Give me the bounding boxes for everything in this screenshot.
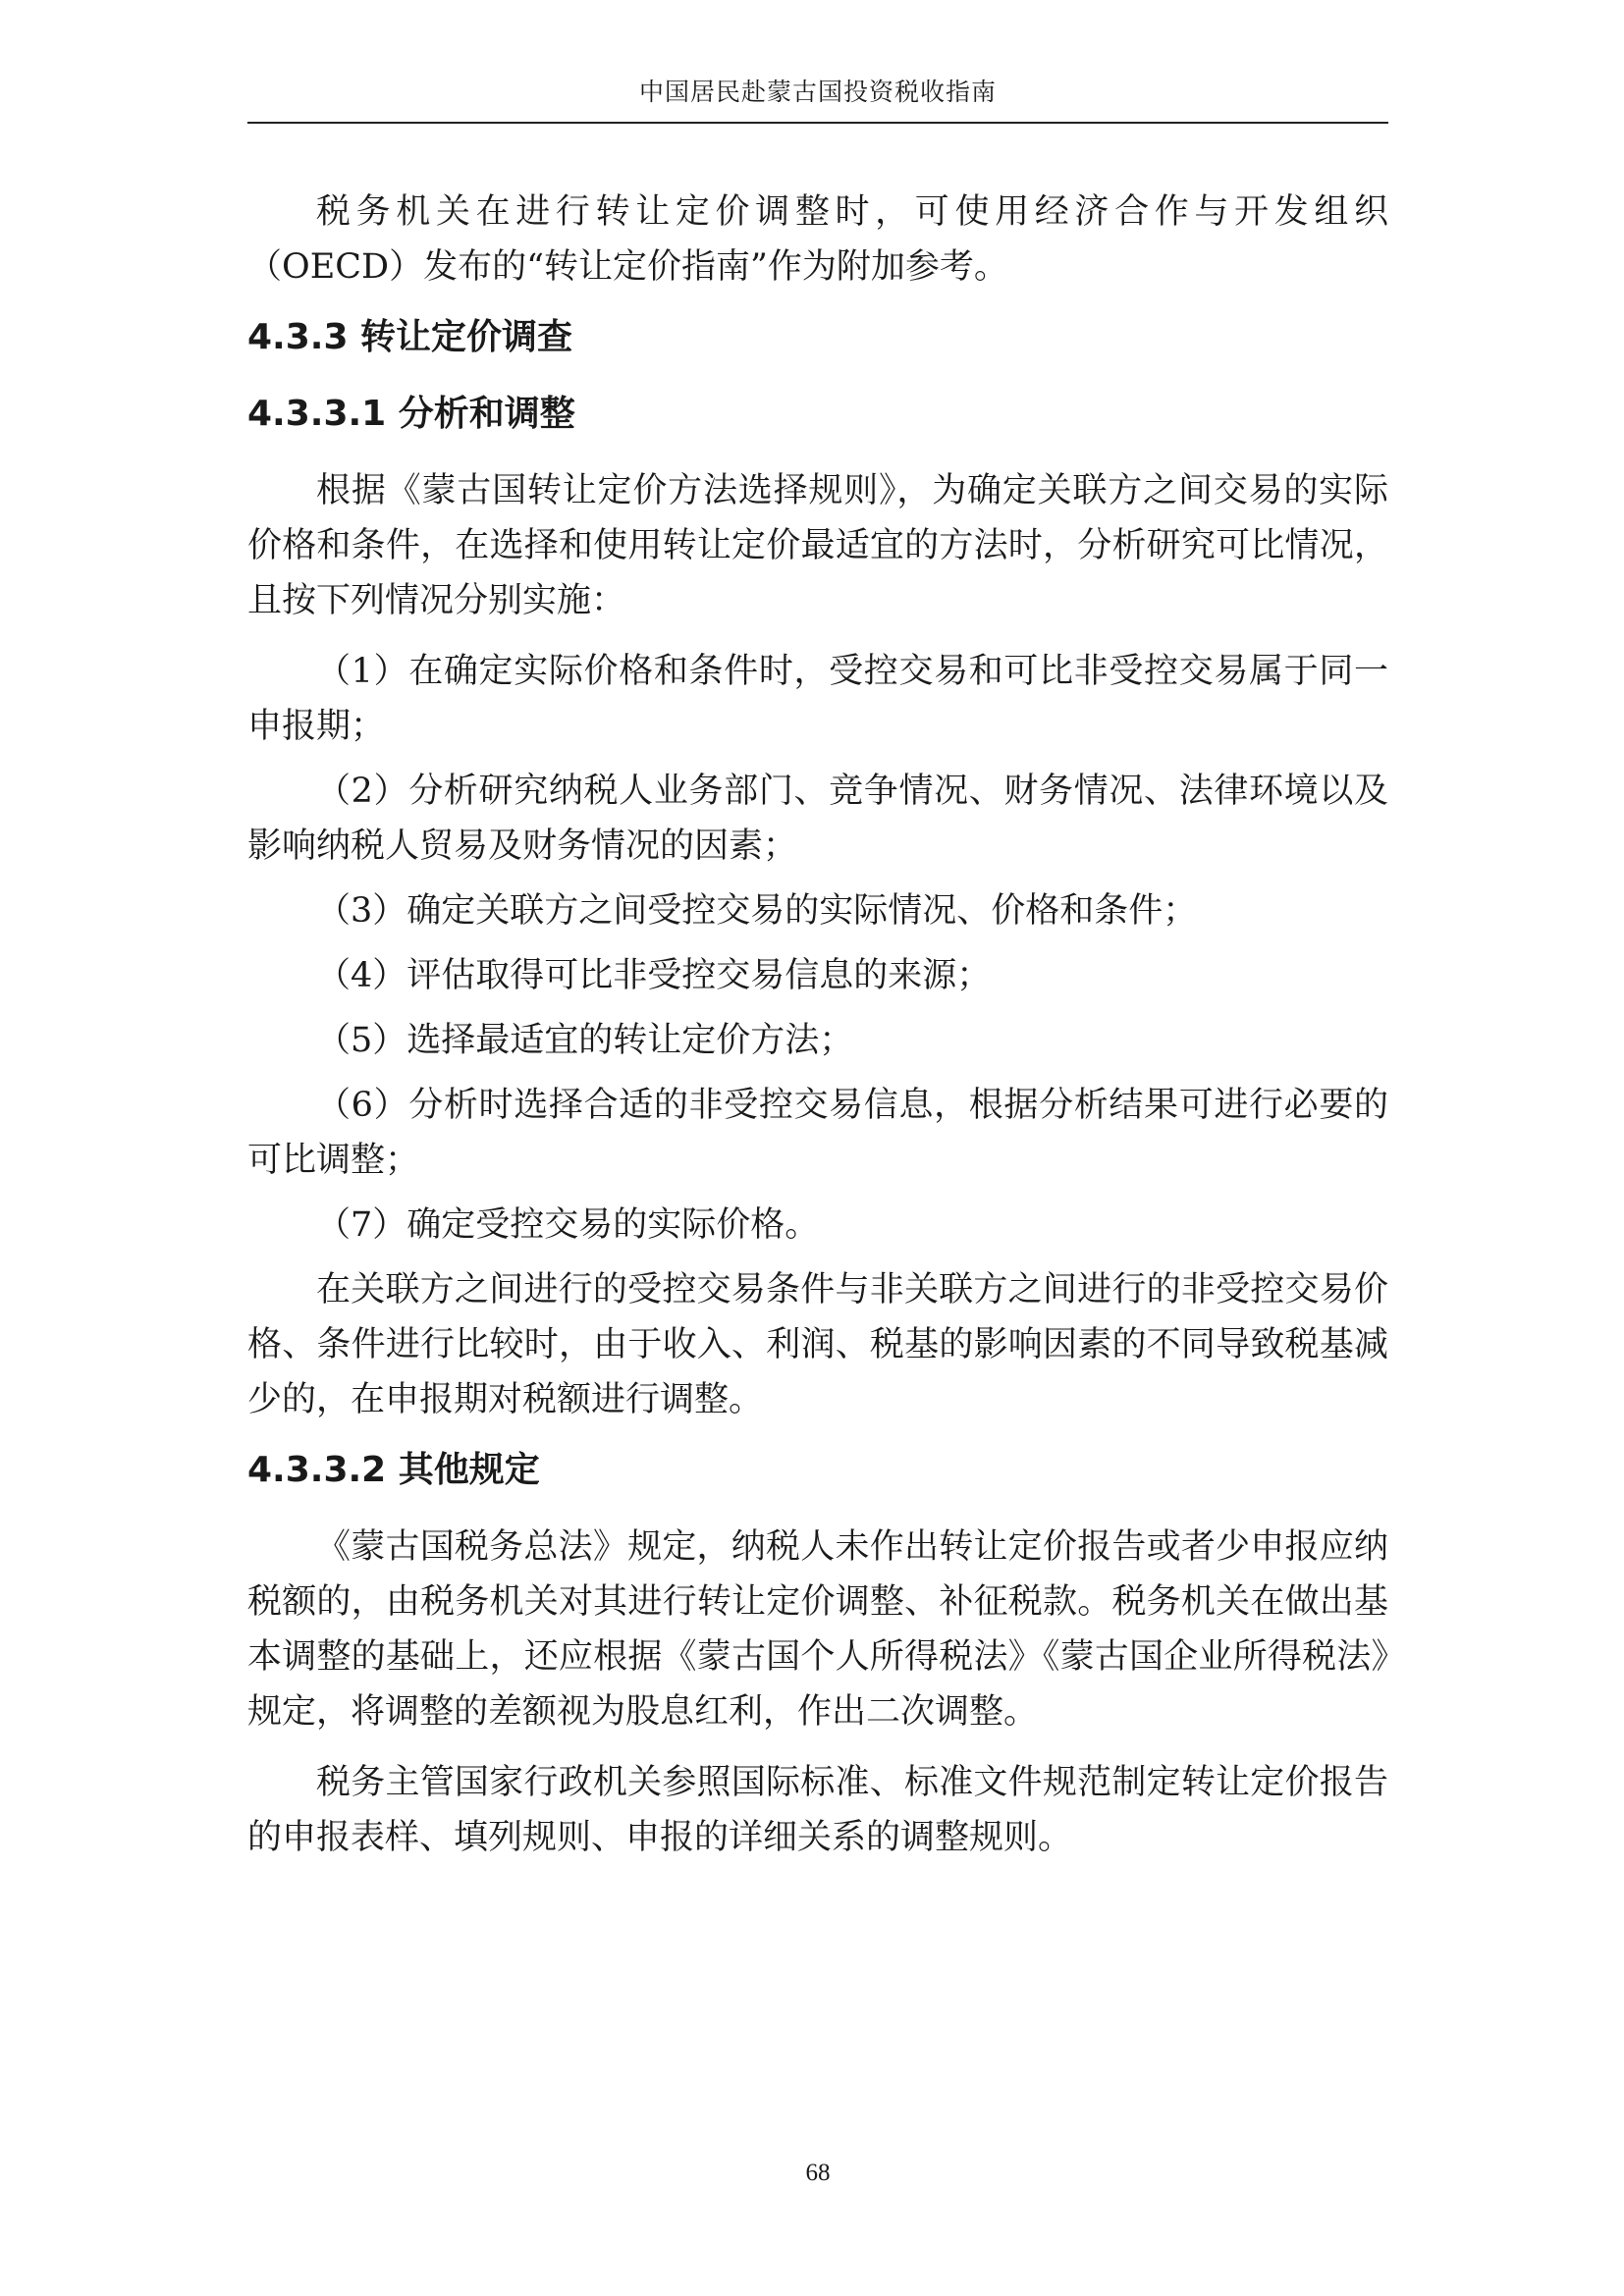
page-content: [247, 185, 1388, 1881]
page-header-title: 中国居民赴蒙古国投资税收指南: [638, 78, 997, 106]
rules-paragraph: 根据《蒙古国转让定价方法选择规则》，为确定关联方之间交易的实际价格和条件，在选择和使用转让定价最适宜的方法时，分析研究可比情况，且按下列情况分别实施：: [247, 471, 1388, 620]
list-item: （4）评估取得可比非受控交易信息的来源；: [316, 956, 992, 995]
intro-paragraph: 税务机关在进行转让定价调整时，可使用经济合作与开发组织（OECD）发布的“转让定价指南”作为附加参考。: [247, 192, 1388, 287]
list-item: （1）在确定实际价格和条件时，受控交易和可比非受控交易属于同一申报期；: [247, 652, 1388, 746]
list-item: （6）分析时选择合适的非受控交易信息，根据分析结果可进行必要的可比调整；: [247, 1086, 1388, 1180]
section-heading-4-3-3: 4.3.3 转让定价调查: [247, 317, 573, 357]
authority-paragraph: 税务主管国家行政机关参照国际标准、标准文件规范制定转让定价报告的申报表样、填列规则、申报的详细关系的调整规则。: [247, 1763, 1388, 1857]
list-item: （7）确定受控交易的实际价格。: [316, 1205, 820, 1245]
list-item: （3）确定关联方之间受控交易的实际情况、价格和条件；: [316, 891, 1198, 931]
comparison-paragraph: 在关联方之间进行的受控交易条件与非关联方之间进行的非受控交易价格、条件进行比较时，由于收入、利润、税基的影响因素的不同导致税基减少的，在申报期对税额进行调整。: [247, 1270, 1388, 1419]
section-heading-4-3-3-2: 4.3.3.2 其他规定: [247, 1450, 540, 1490]
list-item: （5）选择最适宜的转让定价方法；: [316, 1021, 854, 1060]
tax-law-paragraph: 《蒙古国税务总法》规定，纳税人未作出转让定价报告或者少申报应纳税额的，由税务机关对其进行转让定价调整、补征税款。税务机关在做出基本调整的基础上，还应根据《蒙古国个人所得税法》《蒙古国企业所得税法》规定，将调整的差额视为股息红利，作出二次调整。: [247, 1527, 1388, 1732]
page-number: 68: [805, 2160, 831, 2186]
section-heading-4-3-3-1: 4.3.3.1 分析和调整: [247, 394, 575, 434]
header-divider: [247, 122, 1388, 124]
list-item: （2）分析研究纳税人业务部门、竞争情况、财务情况、法律环境以及影响纳税人贸易及财务情况的因素；: [247, 772, 1388, 866]
